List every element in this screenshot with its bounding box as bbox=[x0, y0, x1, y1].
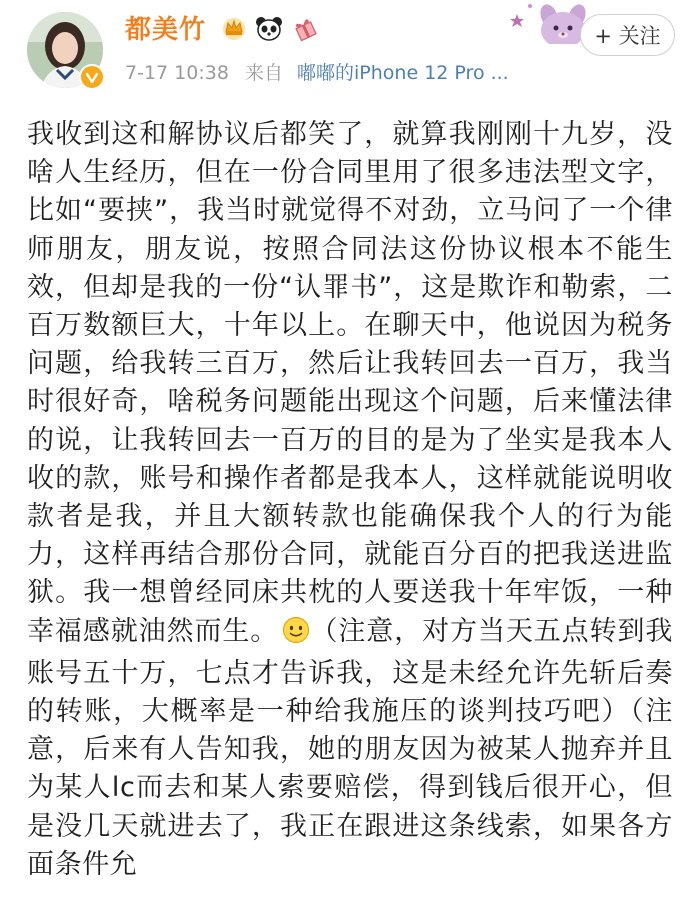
post-time: 7-17 10:38 bbox=[125, 62, 229, 84]
gift-badge-icon[interactable] bbox=[291, 15, 319, 43]
post-header bbox=[0, 0, 700, 104]
source-prefix: 来自 bbox=[244, 62, 283, 84]
verified-badge-icon bbox=[79, 64, 105, 90]
post-meta bbox=[125, 60, 509, 86]
post-source-device[interactable]: 嘟嘟的iPhone 12 Pro ... bbox=[297, 62, 509, 84]
post-text: 我收到这和解协议后都笑了，就算我刚刚十九岁，没啥人生经历，但在一份合同里用了很多违法型文字，比如“要挟”，我当时就觉得不对劲，立马问了一个律师朋友，朋友说，按照合同法这份协议根本不能生效，但却是我的一份“认罪书”，这是欺诈和勒索，二百万数额巨大，十年以上。在聊天中，他说因为税务问题，给我转三百万，然后让我转回去一百万，我当时很好奇，啥税务问题能出现这个问题，后来懂法律的说，让我转回去一百万的目的是为了坐实是我本人收的款，账号和操作者都是我本人，这样就能说明收款者是我，并且大额转款也能确保我个人的行为能力，这样再结合那份合同，就能百分百的把我送进监狱。我一想曾经同床共枕的人要送我十年牢饭，一种幸福感就油然而生。 bbox=[27, 119, 673, 647]
username[interactable]: 都美竹 bbox=[125, 15, 207, 45]
avatar-container[interactable] bbox=[27, 12, 103, 88]
panda-badge-icon[interactable] bbox=[255, 15, 283, 43]
follow-button[interactable]: + 关注 bbox=[580, 14, 675, 56]
crown-badge-icon[interactable] bbox=[221, 15, 247, 43]
user-badges bbox=[221, 15, 319, 43]
post-body bbox=[27, 116, 673, 884]
post-text-continued: （注意，对方当天五点转到我账号五十万，七点才告诉我，这是未经允许先斩后奏的转账，大概率是一种给我施压的谈判技巧吧）（注意，后来有人告知我，她的朋友因为被某人抛弃并且为某人lc而去和某人索要赔偿，得到钱后很开心，但是没几天就进去了，我正在跟进这条线索，如果各方面条件允 bbox=[27, 615, 673, 880]
smile-emoji-icon bbox=[282, 616, 310, 655]
